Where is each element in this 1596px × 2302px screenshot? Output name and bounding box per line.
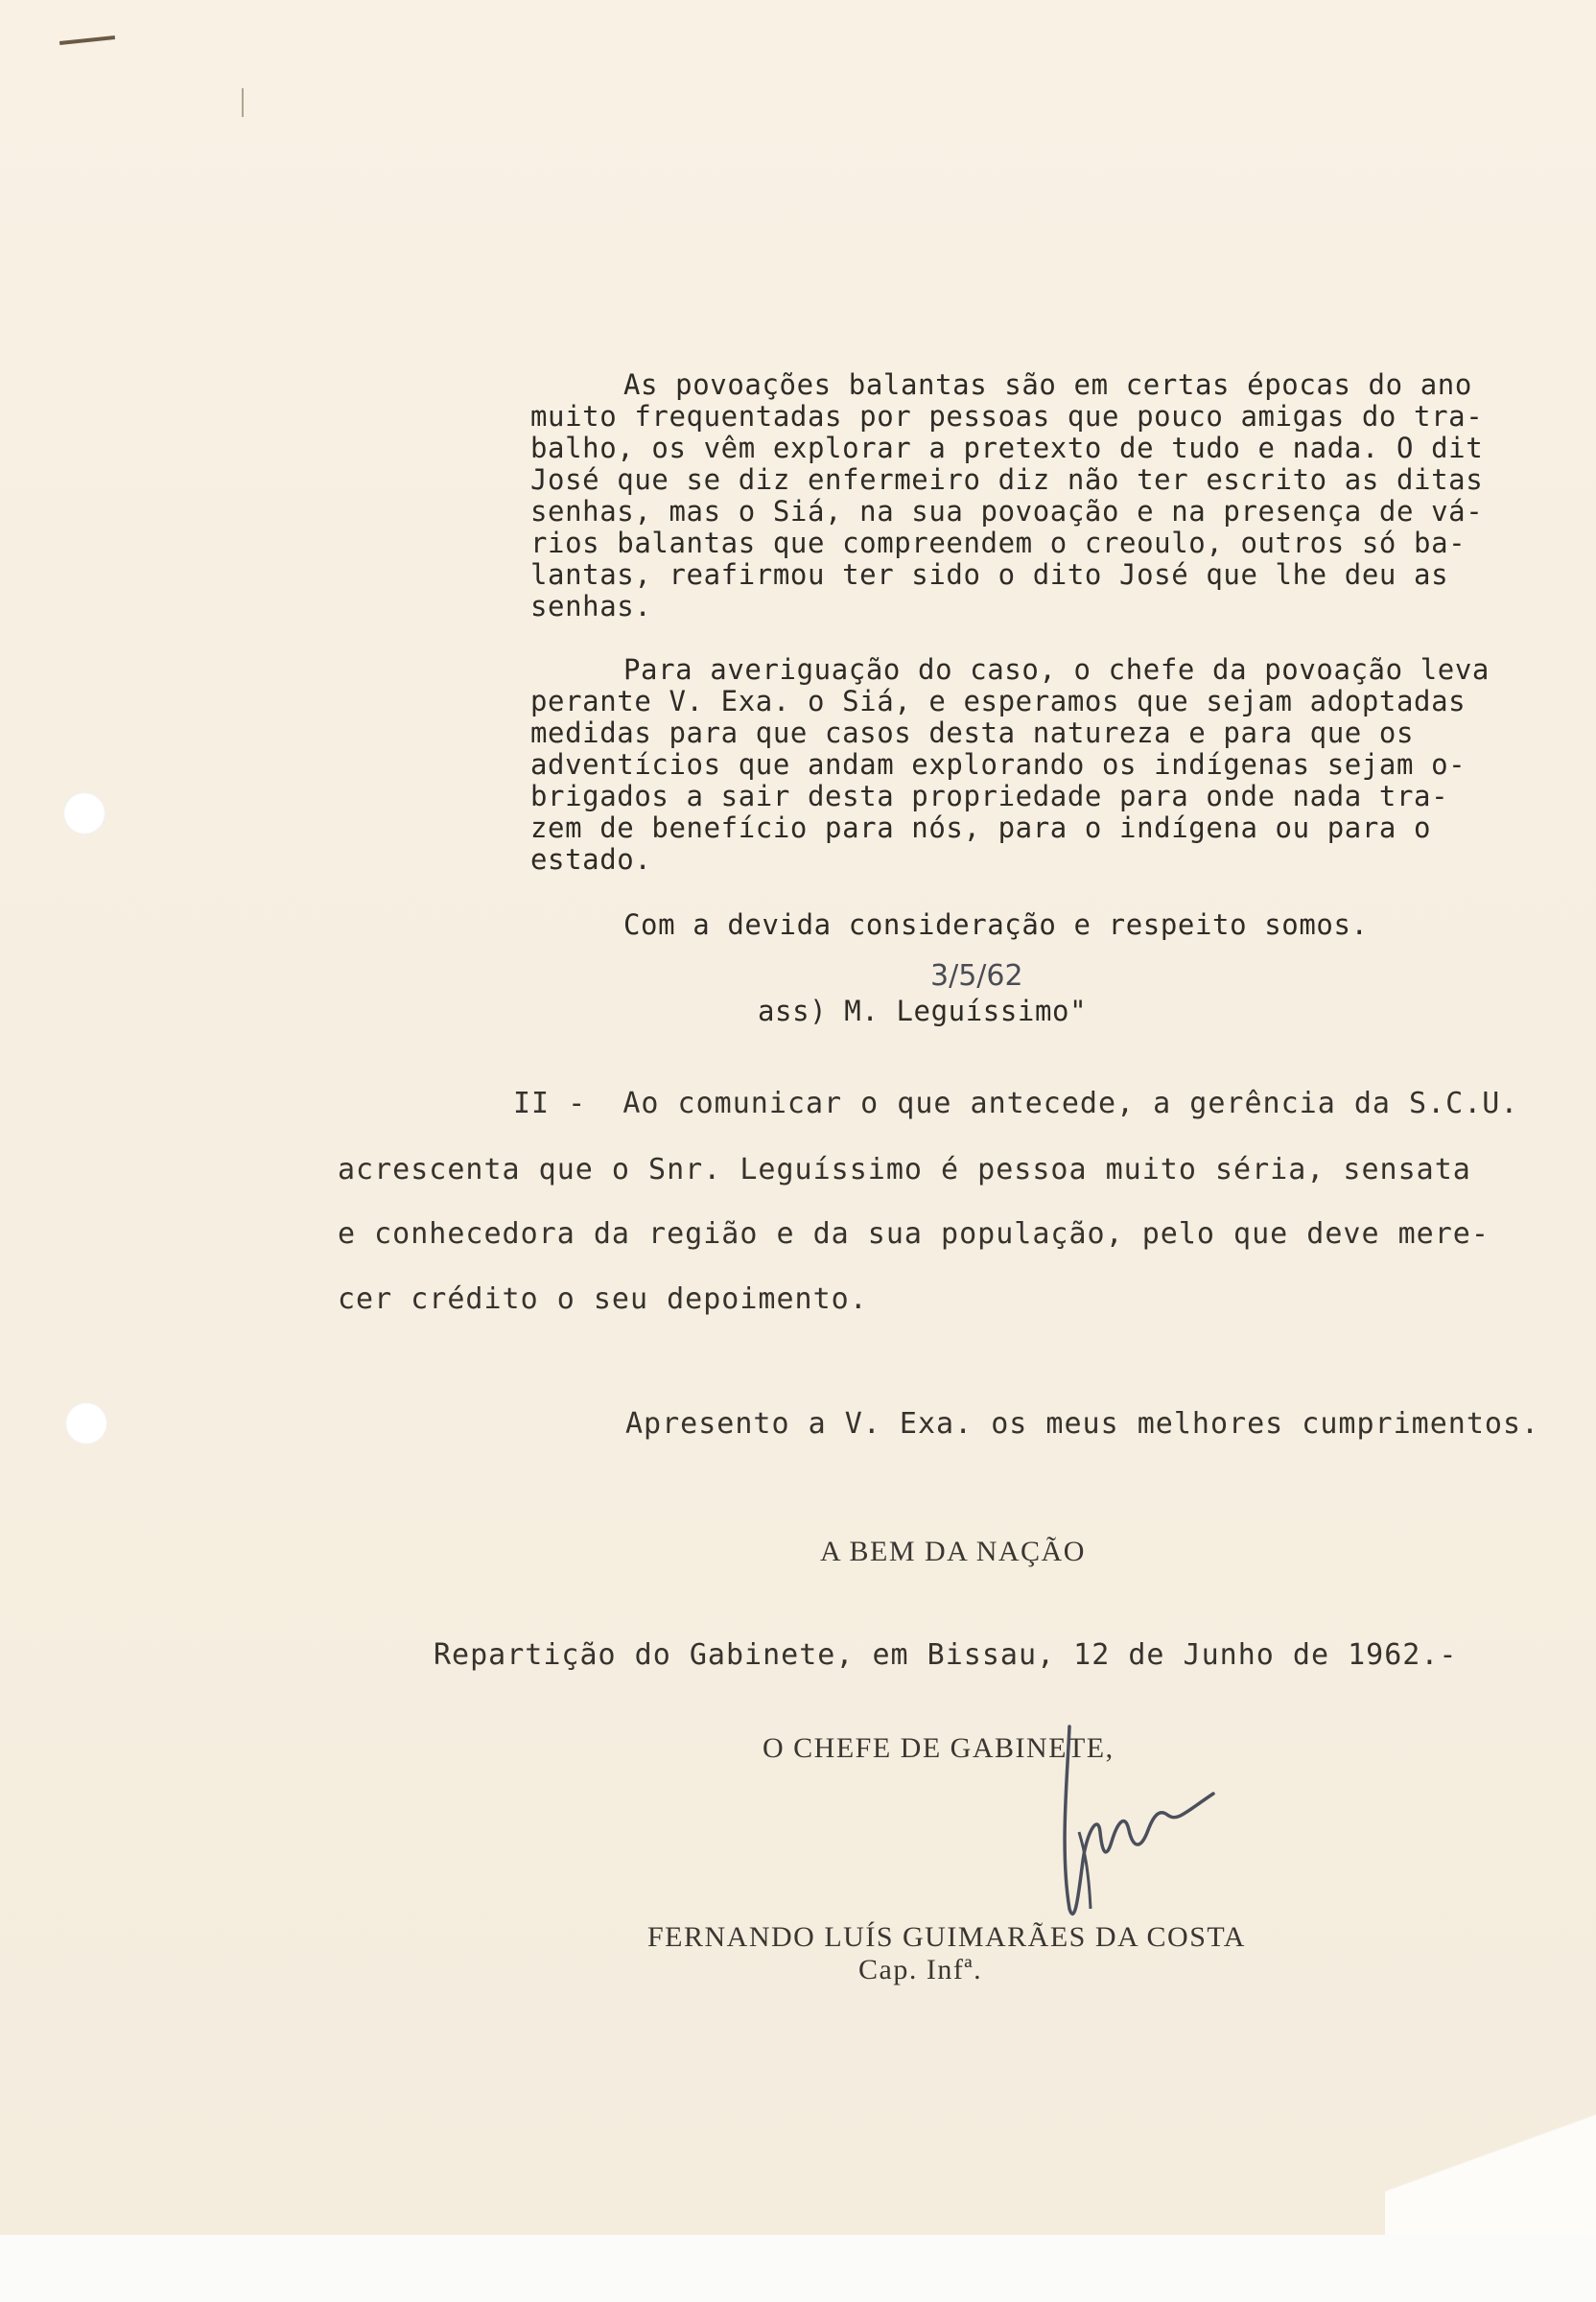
letter-line: senhas, mas o Siá, na sua povoação e na presença de vá-: [530, 495, 1484, 528]
signatory-name: FERNANDO LUÍS GUIMARÃES DA COSTA: [647, 1921, 1246, 1953]
place-date: Repartição do Gabinete, em Bissau, 12 de Junho de 1962.-: [434, 1638, 1458, 1672]
ink-mark: [242, 88, 244, 117]
letter-line: Para averiguação do caso, o chefe da povoação leva: [623, 653, 1490, 686]
letter-line: estado.: [530, 843, 652, 876]
letter-line: zem de benefício para nós, para o indígena ou para o: [530, 811, 1432, 844]
punch-hole-top: [63, 792, 106, 834]
closing-line: Com a devida consideração e respeito somos.: [623, 908, 1369, 941]
motto: A BEM DA NAÇÃO: [820, 1536, 1086, 1567]
letter-line: balho, os vêm explorar a pretexto de tudo e nada. O dit: [530, 432, 1484, 464]
punch-hole-bottom: [65, 1402, 107, 1445]
letter-line: rios balantas que compreendem o creoulo, outros só ba-: [530, 527, 1467, 559]
folded-corner: [1385, 2091, 1596, 2235]
section-ii-line: cer crédito o seu depoimento.: [338, 1282, 868, 1316]
letter-line: lantas, reafirmou ter sido o dito José que lhe deu as: [530, 558, 1449, 591]
signed-line: ass) M. Leguíssimo": [758, 995, 1088, 1027]
letter-line: brigados a sair desta propriedade para onde nada tra-: [530, 780, 1449, 812]
letter-line: medidas para que casos desta natureza e para que os: [530, 716, 1415, 749]
section-ii-line: II - Ao comunicar o que antecede, a gerência da S.C.U.: [513, 1087, 1537, 1120]
letter-line: As povoações balantas são em certas épocas do ano: [623, 368, 1472, 401]
scan-margin: [0, 2235, 1596, 2302]
section-ii-line: e conhecedora da região e da sua população, pelo que deve mere-: [338, 1217, 1490, 1251]
handwritten-date: 3/5/62: [930, 959, 1023, 993]
letter-line: muito frequentadas por pessoas que pouco amigas do tra-: [530, 400, 1484, 433]
section-ii-line: acrescenta que o Snr. Leguíssimo é pessoa muito séria, sensata: [338, 1153, 1471, 1186]
signatory-rank: Cap. Infª.: [858, 1954, 983, 1985]
greeting-line: Apresento a V. Exa. os meus melhores cumprimentos.: [625, 1407, 1540, 1441]
letter-line: José que se diz enfermeiro diz não ter escrito as ditas: [530, 463, 1484, 496]
office-title: O CHEFE DE GABINETE,: [763, 1732, 1115, 1764]
letter-line: perante V. Exa. o Siá, e esperamos que sejam adoptadas: [530, 685, 1467, 717]
letter-line: senhas.: [530, 590, 652, 622]
signature: [1041, 1717, 1232, 1938]
letter-line: adventícios que andam explorando os indígenas sejam o-: [530, 748, 1467, 781]
